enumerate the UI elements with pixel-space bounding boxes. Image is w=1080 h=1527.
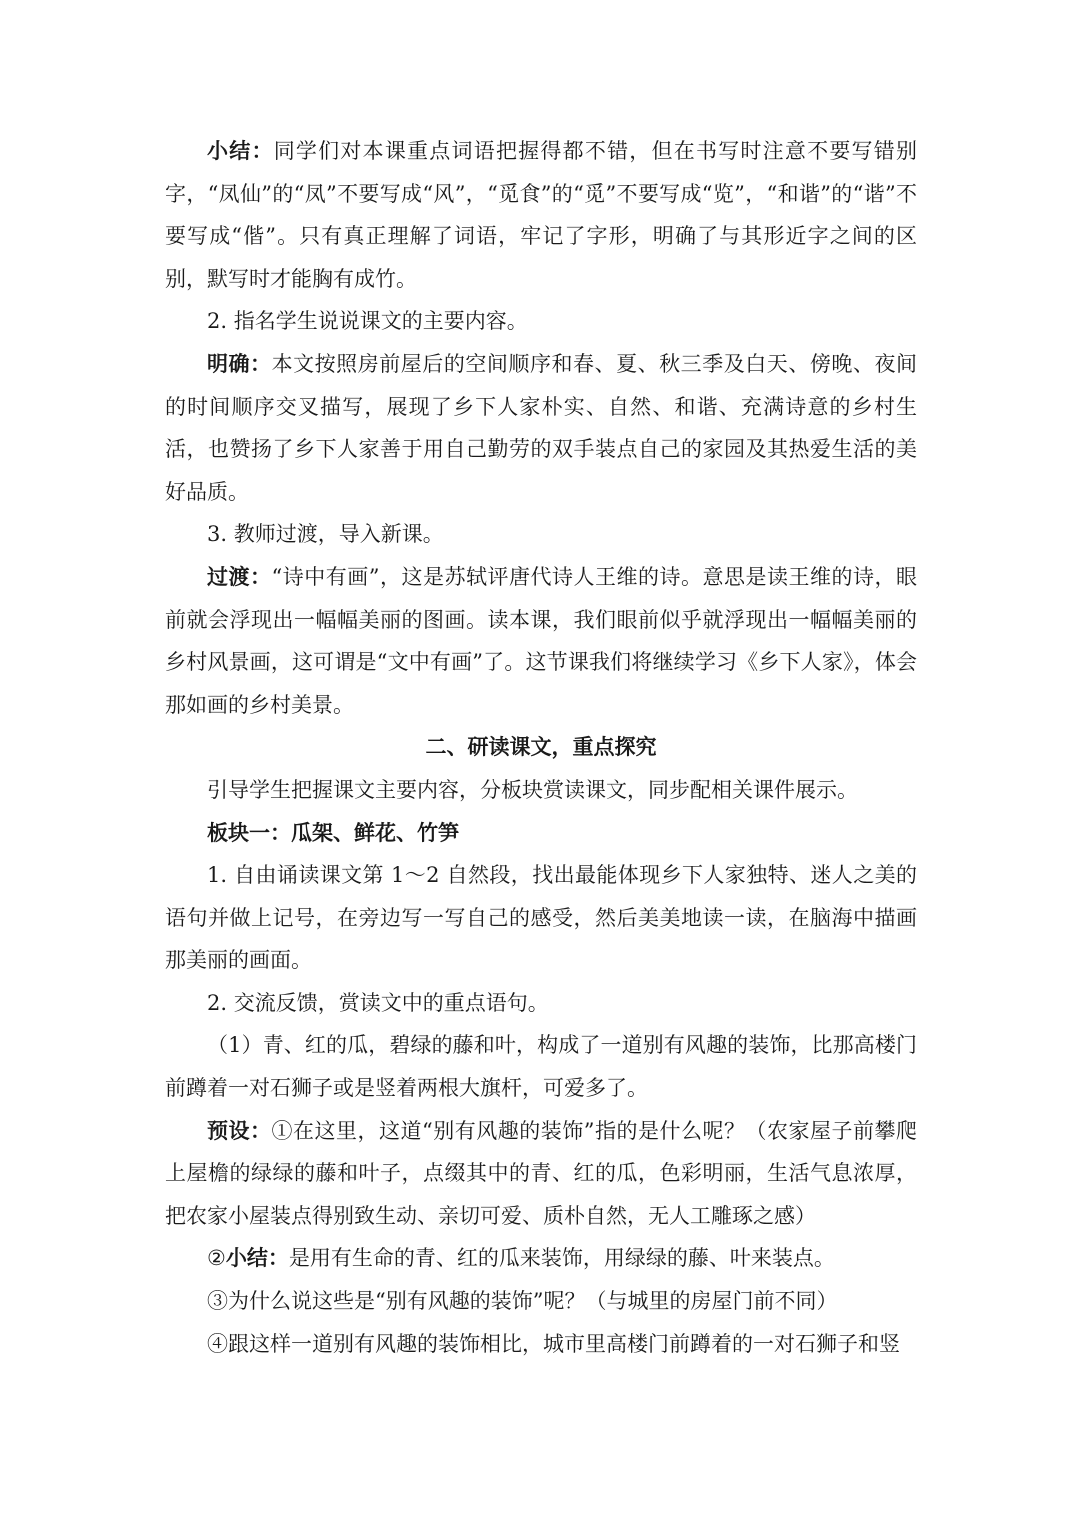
reading-step-1-paragraph [165,854,917,982]
step-2-text: 2. 指名学生说说课文的主要内容。 [207,309,528,334]
preset-2-prefix: ② [207,1246,226,1271]
reading-step-2-text: 2. 交流反馈，赏读文中的重点语句。 [207,990,549,1015]
block-one-label: 板块一：瓜架、鲜花、竹笋 [207,819,459,845]
clarify-text: 本文按照房前屋后的空间顺序和春、夏、秋三季及白天、傍晚、夜间的时间顺序交叉描写，展现了乡下人家朴实、自然、和谐、充满诗意的乡村生活，也赞扬了乡下人家善于用自己勤劳的双手装点自己的家园及其热爱生活的美好品质。 [165,351,917,504]
summary-label: 小结： [207,138,274,163]
guide-paragraph [165,769,917,812]
transition-label: 过渡： [207,563,272,589]
guide-text: 引导学生把握课文主要内容，分板块赏读课文，同步配相关课件展示。 [207,777,858,802]
preset-label: 预设： [207,1117,272,1143]
preset-2-label: 小结： [225,1245,289,1271]
step-2-paragraph [165,300,917,343]
preset-text: ①在这里，这道“别有风趣的装饰”指的是什么呢？（农家屋子前攀爬上屋檐的绿绿的藤和叶子，点缀其中的青、红的瓜，色彩明丽，生活气息浓厚，把农家小屋装点得别致生动、亲切可爱、质朴自然，无人工雕琢之感） [165,1118,917,1228]
preset-4-text: ④跟这样一道别有风趣的装饰相比，城市里高楼门前蹲着的一对石狮子和竖 [207,1331,900,1356]
clarify-label: 明确： [207,350,272,376]
summary-paragraph [165,130,917,300]
transition-paragraph [165,556,917,726]
preset-2-paragraph [165,1237,917,1280]
quote-1-paragraph [165,1024,917,1109]
quote-1-text: （1）青、红的瓜，碧绿的藤和叶，构成了一道别有风趣的装饰，比那高楼门前蹲着一对石狮子或是竖着两根大旗杆，可爱多了。 [165,1033,917,1101]
preset-3-paragraph [165,1280,917,1323]
preset-paragraph [165,1110,917,1238]
reading-step-2-paragraph [165,982,917,1025]
clarify-paragraph [165,343,917,513]
preset-4-paragraph [165,1323,917,1366]
preset-2-text: 是用有生命的青、红的瓜来装饰，用绿绿的藤、叶来装点。 [288,1246,835,1271]
step-3-paragraph [165,513,917,556]
transition-text: “诗中有画”，这是苏轼评唐代诗人王维的诗。意思是读王维的诗，眼前就会浮现出一幅幅美丽的图画。读本课，我们眼前似乎就浮现出一幅幅美丽的乡村风景画，这可谓是“文中有画”了。这节课我们将继续学习《乡下人家》，体会那如画的乡村美景。 [165,564,917,717]
preset-3-text: ③为什么说这些是“别有风趣的装饰”呢？（与城里的房屋门前不同） [207,1289,838,1314]
block-one-heading [165,812,917,855]
summary-text: 同学们对本课重点词语把握得都不错，但在书写时注意不要写错别字，“凤仙”的“凤”不要写成“风”，“觅食”的“觅”不要写成“览”，“和谐”的“谐”不要写成“偕”。只有真正理解了词语，牢记了字形，明确了与其形近字之间的区别，默写时才能胸有成竹。 [165,139,918,291]
reading-step-1-text: 1. 自由诵读课文第 1～2 自然段，找出最能体现乡下人家独特、迷人之美的语句并做上记号，在旁边写一写自己的感受，然后美美地读一读，在脑海中描画那美丽的画面。 [165,863,917,973]
step-3-text: 3. 教师过渡，导入新课。 [207,522,444,547]
document-page [165,130,917,1365]
section-heading: 二、研读课文，重点探究 [425,734,657,760]
